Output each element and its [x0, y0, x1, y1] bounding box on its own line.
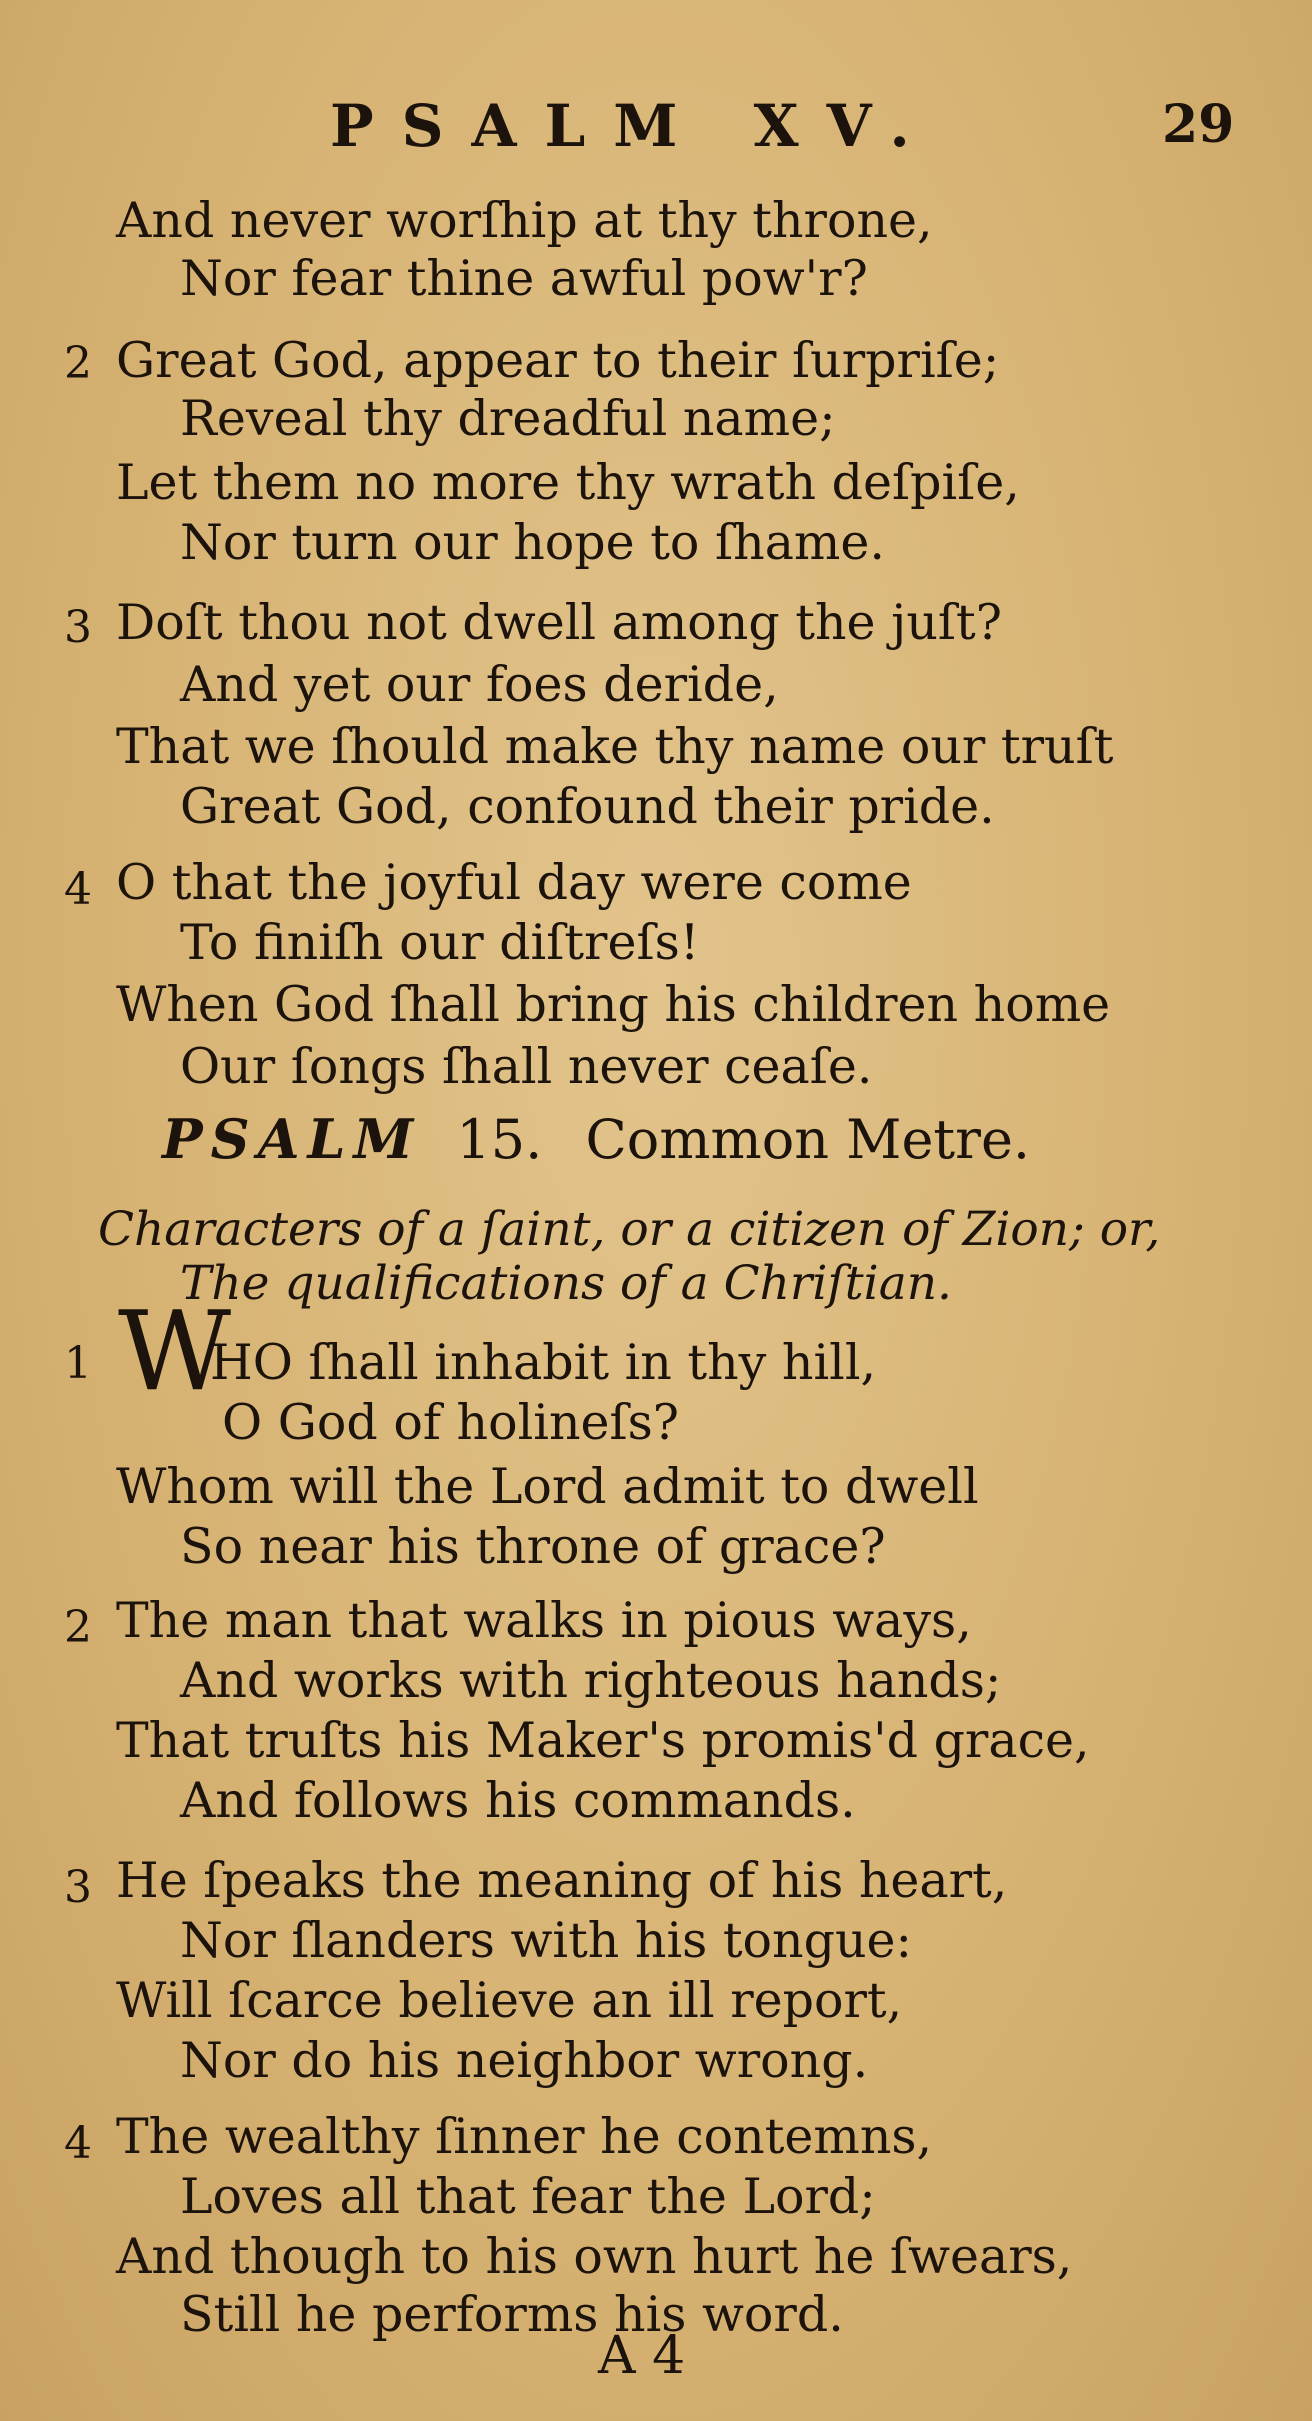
drop-cap: W: [118, 1287, 232, 1415]
verse-number: 2: [64, 1602, 92, 1653]
psalm-metre: Common Metre.: [585, 1108, 1031, 1171]
verse-line: Still he performs his word.: [180, 2286, 844, 2343]
verse-line: To finiſh our diſtreſs!: [180, 914, 700, 971]
verse-line: The man that walks in pious ways,: [116, 1592, 972, 1649]
verse-line: Loves all that fear the Lord;: [180, 2168, 876, 2225]
verse-line: So near his throne of grace?: [180, 1518, 886, 1575]
verse-number: 3: [64, 602, 92, 653]
verse-line: And never worſhip at thy throne,: [116, 192, 933, 249]
verse-line: Nor do his neighbor wrong.: [180, 2032, 869, 2089]
psalm-subtitle: The qualifications of a Chriſtian.: [180, 1256, 952, 1311]
psalm-title: PSALM: [162, 1107, 422, 1171]
verse-line: That truſts his Maker's promis'd grace,: [116, 1712, 1090, 1769]
verse-line: Great God, confound their pride.: [180, 778, 995, 835]
verse-number: 2: [64, 338, 92, 389]
verse-number: 3: [64, 1862, 92, 1913]
running-title: PSALM XV.: [330, 92, 938, 160]
psalm-heading: [162, 1107, 1031, 1171]
verse-line: O that the joyful day were come: [116, 854, 912, 911]
verse-line: That we ſhould make thy name our truſt: [116, 718, 1114, 775]
verse-line: Doſt thou not dwell among the juſt?: [116, 594, 1002, 651]
verse-line: Nor ſlanders with his tongue:: [180, 1912, 913, 1969]
verse-line: And works with righteous hands;: [180, 1652, 1002, 1709]
verse-line: Our ſongs ſhall never ceaſe.: [180, 1038, 873, 1095]
verse-line: Nor turn our hope to ſhame.: [180, 514, 885, 571]
verse-number: 4: [64, 2118, 92, 2169]
psalm-subtitle: Characters of a ſaint, or a citizen of Zion; or,: [98, 1202, 1161, 1257]
signature-mark: A 4: [598, 2326, 686, 2386]
verse-line: HO ſhall inhabit in thy hill,: [210, 1334, 877, 1391]
psalm-number: 15.: [456, 1108, 543, 1171]
verse-number: 1: [64, 1338, 92, 1389]
verse-line: When God ſhall bring his children home: [116, 976, 1111, 1033]
verse-line: The wealthy ſinner he contemns,: [116, 2108, 933, 2165]
verse-line: Reveal thy dreadful name;: [180, 390, 836, 447]
verse-line: Great God, appear to their ſurpriſe;: [116, 332, 1000, 389]
verse-line: Nor fear thine awful pow'r?: [180, 250, 868, 307]
verse-line: And yet our foes deride,: [180, 656, 779, 713]
verse-number: 4: [64, 864, 92, 915]
verse-line: Whom will the Lord admit to dwell: [116, 1458, 979, 1515]
verse-line: And follows his commands.: [180, 1772, 856, 1829]
verse-line: He ſpeaks the meaning of his heart,: [116, 1852, 1008, 1909]
verse-line: Let them no more thy wrath deſpiſe,: [116, 454, 1020, 511]
page-header: [0, 92, 1312, 162]
verse-line: Will ſcarce believe an ill report,: [116, 1972, 903, 2029]
verse-line: O God of holineſs?: [222, 1394, 680, 1451]
verse-line: And though to his own hurt he ſwears,: [116, 2228, 1073, 2285]
page-number: 29: [1162, 94, 1235, 155]
